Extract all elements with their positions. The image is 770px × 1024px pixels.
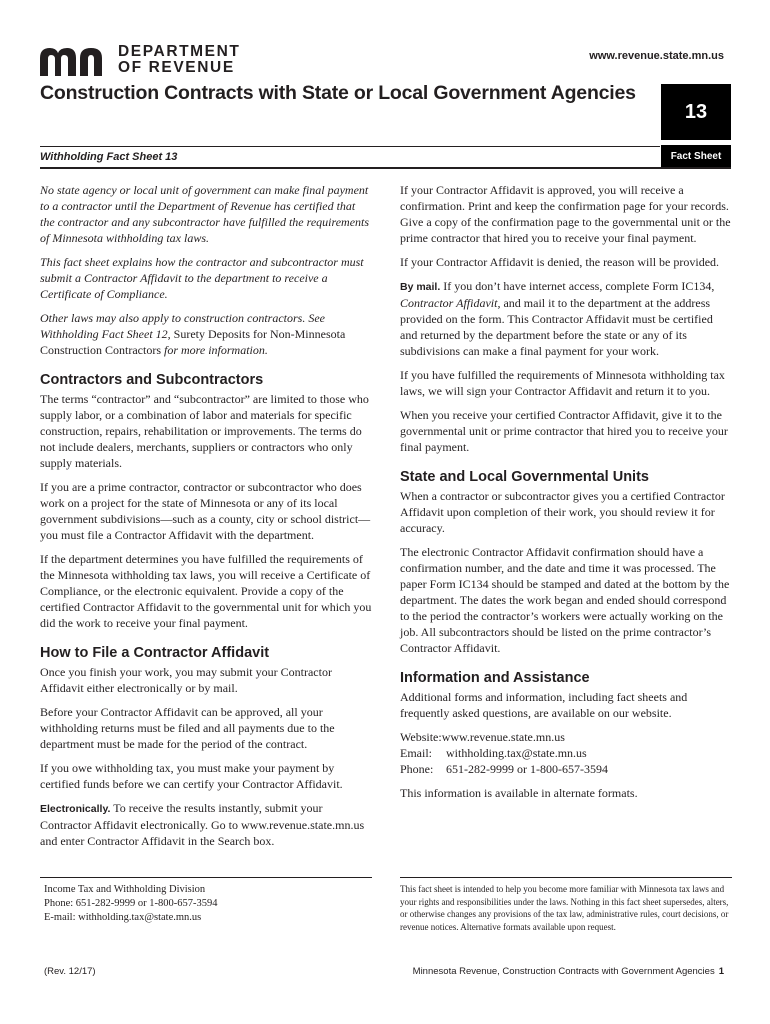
contact-website-label: Website: xyxy=(400,730,442,744)
footer-disclaimer: This fact sheet is intended to help you become more familiar with Minnesota tax laws and your rights and responsibilities under the laws. Nothing in this fact sheet supersedes, alters, or otherwise changes any provisions of the tax law, administrative rules, court decisions, or revenue notices. Alternative formats available upon request. xyxy=(400,884,729,932)
fact-sheet-badge: Fact Sheet xyxy=(661,145,731,167)
contractors-paragraph-2: If you are a prime contractor, contractor or subcontractor who does work on a project for the state of Minnesota or any of its local government subdivisions—such as a county, city or school district—you must file a Contractor Affidavit with the department. xyxy=(40,480,371,542)
intro-paragraph-3 xyxy=(40,310,372,358)
electronically-text: To receive the results instantly, submit your Contractor Affidavit electronically. Go to www.revenue.state.mn.us and enter Contractor Affidavit in the Search box. xyxy=(40,801,365,848)
footer-divider-left xyxy=(40,877,372,878)
units-paragraph-2: The electronic Contractor Affidavit confirmation should have a confirmation number, and the date and time it was processed. The paper Form IC134 should be stamped and dated at the bottom by the department. The dates the work began and ended should correspond to the period the contractor’s workers were actually working on the job. All subcontractors should be listed on the prime contractor’s Contractor Affidavit. xyxy=(400,545,730,655)
by-mail-text-a: If you don’t have internet access, complete Form IC134, xyxy=(443,279,715,293)
contractors-paragraph-3: If the department determines you have fulfilled the requirements of the Minnesota withholding tax laws, you will receive a Certificate of Compliance, or the electronic equivalent. Provide a copy of the certified Contractor Affidavit to the governmental unit for which you did the work to receive your final payment. xyxy=(40,552,372,630)
file-paragraph-1: Once you finish your work, you may submit your Contractor Affidavit either electronically or by mail. xyxy=(40,665,332,695)
intro-3-part-c: for more information. xyxy=(163,343,268,357)
heading-governmental-units: State and Local Governmental Units xyxy=(400,469,649,485)
heading-how-to-file: How to File a Contractor Affidavit xyxy=(40,645,270,661)
contact-phone: 651-282-9999 or 1-800-657-3594 xyxy=(446,762,608,776)
contact-email-label: Email: xyxy=(400,746,432,760)
footer-divider-right xyxy=(400,877,732,878)
page-title: Construction Contracts with State or Local Government Agencies xyxy=(40,82,636,104)
logo-text-revenue: OF REVENUE xyxy=(118,59,235,76)
sheet-number-badge: 13 xyxy=(661,84,731,140)
info-paragraph-2: This information is available in alternate formats. xyxy=(400,786,638,800)
footer-contact xyxy=(44,883,218,925)
fulfilled-paragraph: If you have fulfilled the requirements of Minnesota withholding tax laws, we will sign your Contractor Affidavit and return it to you. xyxy=(400,368,725,398)
by-mail-lead: By mail. xyxy=(400,281,441,293)
contact-email-row xyxy=(400,745,732,761)
intro-paragraph-1: No state agency or local unit of government can make final payment to a contractor until the Department of Revenue has certified that the contractor and any subcontractor have fulfilled the requirements of Minnesota withholding tax laws. xyxy=(40,183,370,245)
contact-block xyxy=(400,729,732,777)
heading-information: Information and Assistance xyxy=(400,670,590,686)
footer-email: E-mail: withholding.tax@state.mn.us xyxy=(44,912,202,923)
info-paragraph-1: Additional forms and information, including fact sheets and frequently asked questions, are available on our website. xyxy=(400,690,688,720)
electronically-lead: Electronically. xyxy=(40,803,111,815)
contact-website-link[interactable]: www.revenue.state.mn.us xyxy=(441,730,565,744)
mn-logo-mark-icon xyxy=(40,46,112,76)
left-column xyxy=(40,182,372,857)
footer-phone: Phone: 651-282-9999 or 1-800-657-3594 xyxy=(44,898,218,909)
by-mail-paragraph xyxy=(400,278,732,359)
contact-phone-row xyxy=(400,761,732,777)
contractors-paragraph-1: The terms “contractor” and “subcontractor” are limited to those who supply labor, or a combination of labor and materials for specific construction, repairs, rehabilitation or improvements. The terms do not include dealers, merchants, suppliers or contractors who only supply materials. xyxy=(40,392,369,470)
contact-phone-label: Phone: xyxy=(400,762,434,776)
right-column xyxy=(400,182,732,809)
logo-text-department: DEPARTMENT xyxy=(118,43,241,60)
file-paragraph-2: Before your Contractor Affidavit can be approved, all your withholding returns must be filed and all payments due to the department must be made for the period of the contract. xyxy=(40,705,335,751)
intro-3-fact-sheet-title: Surety Deposits for Non-Minnesota Construction Contractors xyxy=(40,327,346,357)
page-footer xyxy=(413,966,724,977)
intro-paragraph-2: This fact sheet explains how the contractor and subcontractor must submit a Contractor Affidavit to the department to receive a Certificate of Compliance. xyxy=(40,255,364,301)
department-logo xyxy=(40,44,240,78)
page-number: 1 xyxy=(718,966,724,977)
contact-email-link[interactable]: withholding.tax@state.mn.us xyxy=(446,746,587,760)
approved-paragraph: If your Contractor Affidavit is approved, you will receive a confirmation. Print and keep the confirmation page for your records. Give a copy of the confirmation page to the governmental unit or the prime contractor that hired you to receive your final payment. xyxy=(400,183,731,245)
subtitle-divider xyxy=(40,167,731,169)
page-footer-label: Minnesota Revenue, Construction Contracts with Government Agencies xyxy=(412,966,715,977)
page-subtitle: Withholding Fact Sheet 13 xyxy=(40,151,178,163)
file-paragraph-4 xyxy=(40,800,372,849)
form-name: Contractor Affidavit, xyxy=(400,296,501,310)
contact-website-row xyxy=(400,729,732,745)
file-paragraph-3: If you owe withholding tax, you must make your payment by certified funds before we can certify your Contractor Affidavit. xyxy=(40,761,343,791)
header-divider xyxy=(40,146,660,147)
heading-contractors: Contractors and Subcontractors xyxy=(40,372,264,388)
units-paragraph-1: When a contractor or subcontractor gives you a certified Contractor Affidavit upon completion of their work, you should review it for accuracy. xyxy=(400,489,725,535)
revision-date: (Rev. 12/17) xyxy=(44,966,96,977)
receive-paragraph: When you receive your certified Contractor Affidavit, give it to the governmental unit or prime contractor that hired you to receive your final payment. xyxy=(400,408,728,454)
by-mail-text-b: and mail it to the department at the address provided on the form. This Contractor Affidavit must be certified and returned by the department before the state or any of its subdivisions can make a final payment for your work. xyxy=(400,296,713,358)
denied-paragraph: If your Contractor Affidavit is denied, the reason will be provided. xyxy=(400,255,720,269)
header-website-link[interactable]: www.revenue.state.mn.us xyxy=(589,50,724,62)
footer-division: Income Tax and Withholding Division xyxy=(44,884,206,895)
intro-3-part-a: Other laws may also apply to construction contractors. See Withholding Fact Sheet 12, xyxy=(40,311,325,341)
